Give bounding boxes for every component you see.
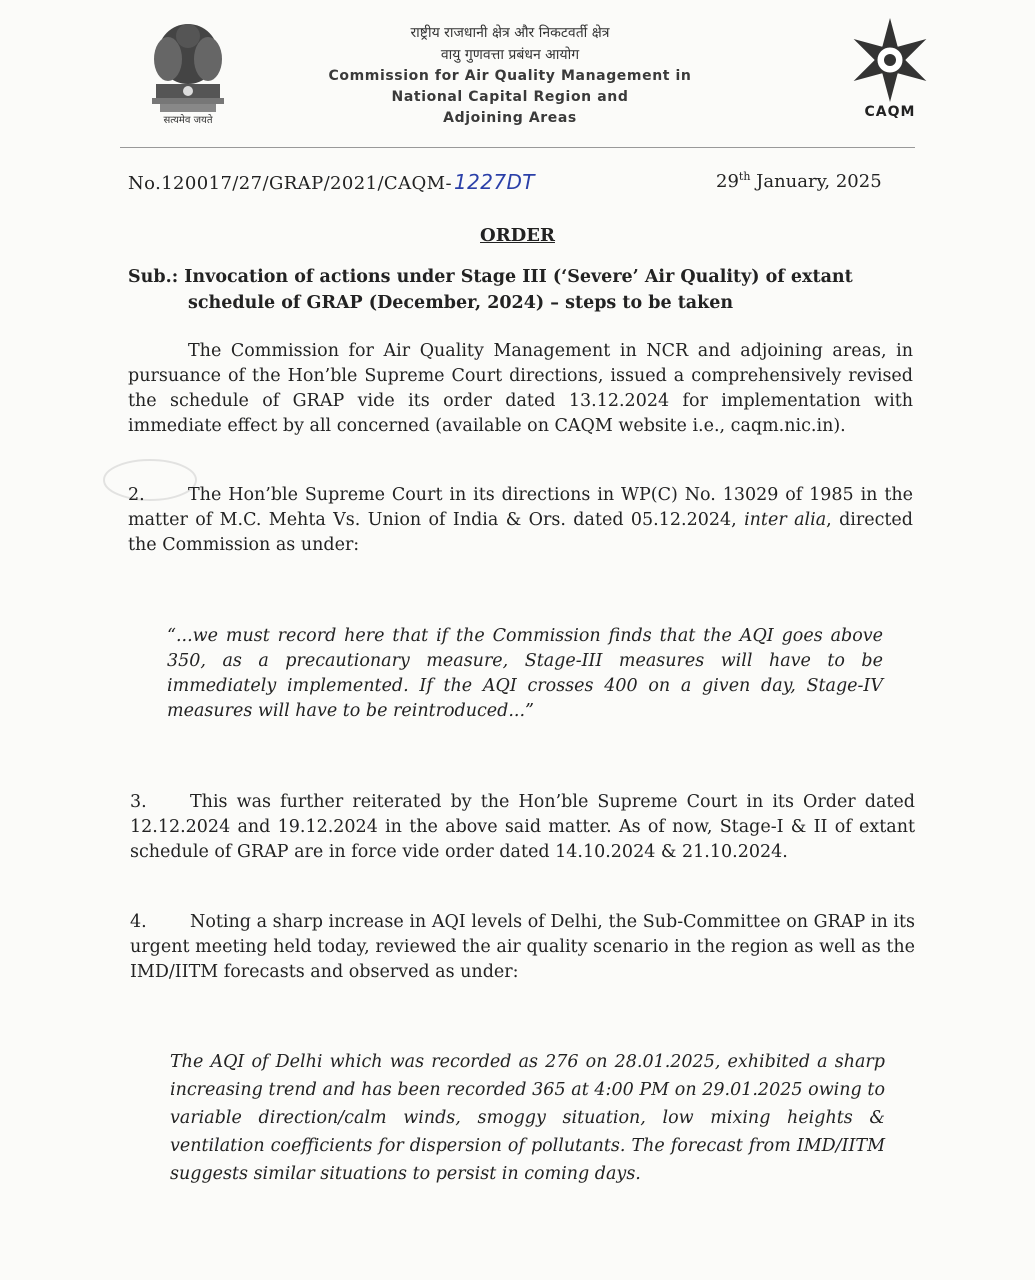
paragraph-2 <box>128 483 913 558</box>
paragraph-2-italic: inter alia <box>744 510 827 530</box>
date-day: 29 <box>716 171 739 192</box>
paragraph-3 <box>130 790 915 865</box>
reference-number <box>128 170 535 194</box>
order-title: ORDER <box>480 225 555 246</box>
english-line-3: Adjoining Areas <box>443 110 577 126</box>
national-emblem-icon <box>138 14 238 126</box>
emblem-caption: सत्यमेव जयते <box>163 115 213 126</box>
english-line-2: National Capital Region and <box>391 89 629 105</box>
sub-committee-observation: The AQI of Delhi which was recorded as 276 on 28.01.2025, exhibited a sharp increasing trend and has been recorded 365 at 4:00 PM on 29.01.2025 owing to variable direction/calm winds, smoggy situation, low mixing heights & ventilation coefficients for dispersion of pollutants. The forecast from IMD/IITM suggests similar situations to persist in coming days. <box>170 1052 885 1184</box>
order-date <box>716 170 882 192</box>
date-suffix: th <box>738 170 751 183</box>
subject-line-1: Sub.: Invocation of actions under Stage III (‘Severe’ Air Quality) of extant <box>128 267 853 287</box>
hindi-line-2: वायु गुणवत्ता प्रबंधन आयोग <box>440 47 580 63</box>
paragraph-3-number: 3. <box>130 792 147 812</box>
paragraph-1: The Commission for Air Quality Management in NCR and adjoining areas, in pursuance of the Hon’ble Supreme Court directions, issued a comprehensively revised the schedule of GRAP vide its order dated 13.12.2024 for implementation with immediate effect by all concerned (available on CAQM website i.e., caqm.nic.in). <box>128 341 913 436</box>
english-line-1: Commission for Air Quality Management in <box>328 68 692 84</box>
paragraph-2-text-b: , directed the Commission as under: <box>128 510 913 555</box>
paragraph-4 <box>130 910 915 985</box>
reference-number-text: No.120017/27/GRAP/2021/CAQM- <box>128 173 452 194</box>
paragraph-4-text: Noting a sharp increase in AQI levels of Delhi, the Sub-Committee on GRAP in its urgent meeting held today, reviewed the air quality scenario in the region as well as the IMD/IITM forecasts and observed as under: <box>130 912 915 982</box>
subject <box>128 264 918 316</box>
paragraph-3-text: This was further reiterated by the Hon’ble Supreme Court in its Order dated 12.12.2024 and 19.12.2024 in the above said matter. As of now, Stage-I & II of extant schedule of GRAP are in force vide order dated 14.10.2024 & 21.10.2024. <box>130 792 915 862</box>
paragraph-4-number: 4. <box>130 912 147 932</box>
header-divider <box>120 147 915 148</box>
paragraph-2-text-a: The Hon’ble Supreme Court in its directions in WP(C) No. 13029 of 1985 in the matter of M.C. Mehta Vs. Union of India & Ors. dated 05.12.2024, <box>128 485 913 530</box>
subject-line-2: schedule of GRAP (December, 2024) – steps to be taken <box>188 293 734 313</box>
caqm-logo-text: CAQM <box>864 104 916 120</box>
handwritten-number: 1227DT <box>453 170 535 194</box>
letterhead <box>290 22 730 129</box>
hindi-line-1: राष्ट्रीय राजधानी क्षेत्र और निकटवर्ती क्षेत्र <box>410 25 610 41</box>
paragraph-2-number: 2. <box>128 485 145 505</box>
supreme-court-quote: “...we must record here that if the Commission finds that the AQI goes above 350, as a precautionary measure, Stage-III measures will have to be immediately implemented. If the AQI crosses 400 on a given day, Stage-IV measures will have to be reintroduced...” <box>167 626 883 721</box>
date-rest: January, 2025 <box>750 171 882 192</box>
